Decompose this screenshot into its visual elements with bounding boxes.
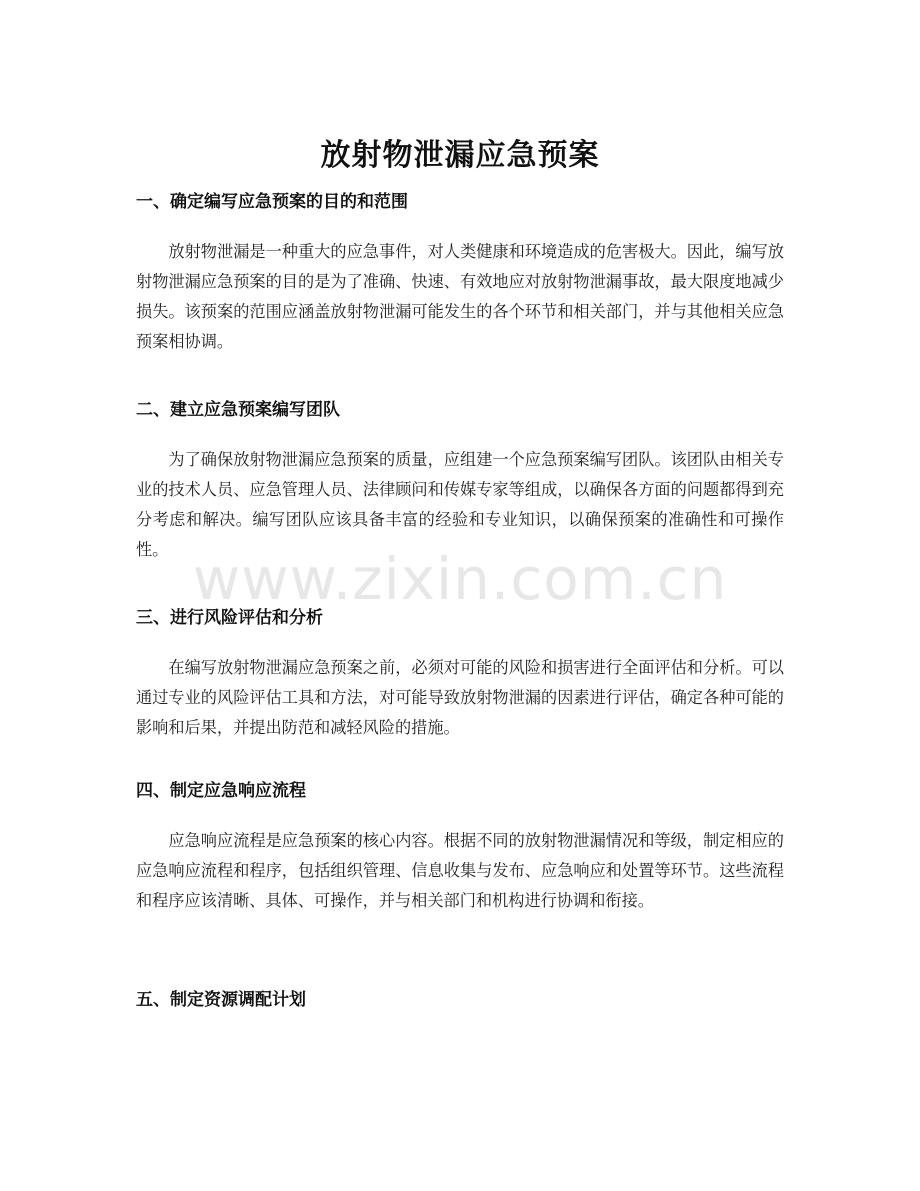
section-heading: 四、制定应急响应流程 (136, 781, 306, 801)
section-paragraph: 应急响应流程是应急预案的核心内容。根据不同的放射物泄漏情况和等级，制定相应的应急响应流程和程序，包括组织管理、信息收集与发布、应急响应和处置等环节。这些流程和程序应该清晰、具体、可操作，并与相关部门和机构进行协调和衔接。 (136, 831, 784, 910)
section-heading: 二、建立应急预案编写团队 (136, 400, 340, 420)
section-5 (136, 988, 784, 1012)
section-4 (136, 779, 784, 916)
section-heading: 三、进行风险评估和分析 (136, 608, 323, 628)
section-2 (136, 398, 784, 565)
section-paragraph: 放射物泄漏是一种重大的应急事件，对人类健康和环境造成的危害极大。因此，编写放射物泄漏应急预案的目的是为了准确、快速、有效地应对放射物泄漏事故，最大限度地减少损失。该预案的范围应涵盖放射物泄漏可能发生的各个环节和相关部门，并与其他相关应急预案相协调。 (136, 242, 784, 351)
section-paragraph: 为了确保放射物泄漏应急预案的质量，应组建一个应急预案编写团队。该团队由相关专业的技术人员、应急管理人员、法律顾问和传媒专家等组成，以确保各方面的问题都得到充分考虑和解决。编写团队应该具备丰富的经验和专业知识，以确保预案的准确性和可操作性。 (136, 450, 784, 559)
page-title: 放射物泄漏应急预案 (320, 138, 600, 174)
section-3 (136, 606, 784, 743)
watermark: www.zixin.com.cn (192, 545, 728, 613)
section-heading: 一、确定编写应急预案的目的和范围 (136, 192, 408, 212)
section-1 (136, 190, 784, 357)
section-paragraph: 在编写放射物泄漏应急预案之前，必须对可能的风险和损害进行全面评估和分析。可以通过专业的风险评估工具和方法，对可能导致放射物泄漏的因素进行评估，确定各种可能的影响和后果，并提出防范和减轻风险的措施。 (136, 658, 784, 737)
section-heading: 五、制定资源调配计划 (136, 990, 306, 1010)
